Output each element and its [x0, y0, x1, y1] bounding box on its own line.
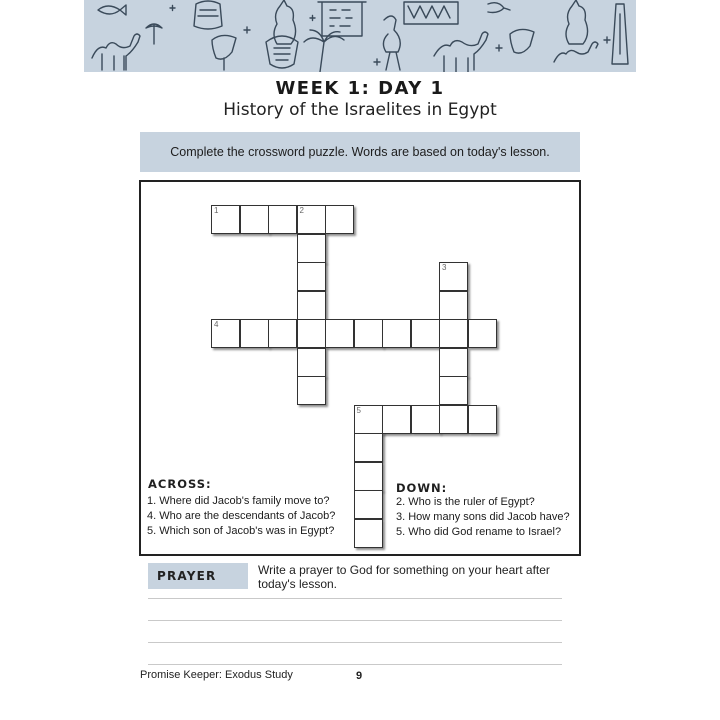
crossword-cell[interactable]	[439, 405, 468, 434]
crossword-puzzle-box	[139, 180, 581, 556]
crossword-cell[interactable]	[211, 205, 240, 234]
crossword-cell[interactable]	[439, 262, 468, 291]
writing-line[interactable]	[148, 598, 562, 599]
decorative-egypt-banner	[84, 0, 636, 72]
crossword-cell[interactable]	[439, 291, 468, 320]
crossword-cell[interactable]	[439, 319, 468, 348]
crossword-cell[interactable]	[411, 405, 440, 434]
down-clue: 2. Who is the ruler of Egypt?	[396, 496, 535, 508]
writing-line[interactable]	[148, 642, 562, 643]
down-heading: DOWN:	[396, 481, 448, 495]
crossword-cell[interactable]	[240, 205, 269, 234]
crossword-cell[interactable]	[297, 234, 326, 263]
crossword-cell[interactable]	[382, 319, 411, 348]
prayer-label: PRAYER	[148, 563, 248, 589]
crossword-cell[interactable]	[354, 490, 383, 519]
crossword-cell[interactable]	[240, 319, 269, 348]
crossword-cell[interactable]	[325, 319, 354, 348]
footer-study-name: Promise Keeper: Exodus Study	[140, 669, 293, 681]
clue-number: 2	[299, 206, 304, 215]
instructions-text: Complete the crossword puzzle. Words are based on today's lesson.	[170, 145, 550, 159]
across-clue: 5. Which son of Jacob's was in Egypt?	[147, 525, 335, 537]
across-clue: 4. Who are the descendants of Jacob?	[147, 510, 336, 522]
clue-number: 5	[356, 405, 361, 415]
crossword-cell[interactable]	[354, 433, 383, 462]
writing-line[interactable]	[148, 620, 562, 621]
egypt-pattern-illustration	[84, 0, 636, 72]
across-heading: ACROSS:	[148, 477, 212, 491]
crossword-cell[interactable]	[411, 319, 440, 348]
crossword-cell[interactable]	[439, 348, 468, 377]
crossword-cell[interactable]	[297, 262, 326, 291]
crossword-cell[interactable]	[268, 205, 297, 234]
across-clue: 1. Where did Jacob's family move to?	[147, 495, 330, 507]
page-title: WEEK 1: DAY 1	[275, 78, 445, 99]
crossword-cell[interactable]	[354, 319, 383, 348]
crossword-cell[interactable]	[354, 405, 383, 434]
page-number: 9	[356, 670, 363, 682]
instructions-box	[140, 132, 580, 172]
clue-number: 1	[214, 206, 219, 215]
prayer-instructions: Write a prayer to God for something on your heart after today's lesson.	[258, 563, 550, 591]
down-clue: 3. How many sons did Jacob have?	[396, 511, 570, 523]
crossword-cell[interactable]	[468, 405, 497, 434]
crossword-cell[interactable]	[268, 319, 297, 348]
crossword-cell[interactable]	[325, 205, 354, 234]
crossword-cell[interactable]	[439, 376, 468, 405]
crossword-cell[interactable]	[382, 405, 411, 434]
clue-number: 4	[214, 320, 219, 329]
crossword-cell[interactable]	[297, 319, 326, 348]
crossword-cell[interactable]	[211, 319, 240, 348]
crossword-cell[interactable]	[354, 519, 383, 548]
crossword-cell[interactable]	[354, 462, 383, 491]
writing-line[interactable]	[148, 664, 562, 665]
crossword-cell[interactable]	[297, 291, 326, 320]
down-clue: 5. Who did God rename to Israel?	[396, 526, 562, 538]
clue-number: 3	[442, 263, 447, 272]
crossword-cell[interactable]	[297, 205, 326, 234]
page-subtitle: History of the Israelites in Egypt	[223, 100, 497, 120]
crossword-cell[interactable]	[297, 376, 326, 405]
crossword-cell[interactable]	[297, 348, 326, 377]
crossword-cell[interactable]	[468, 319, 497, 348]
